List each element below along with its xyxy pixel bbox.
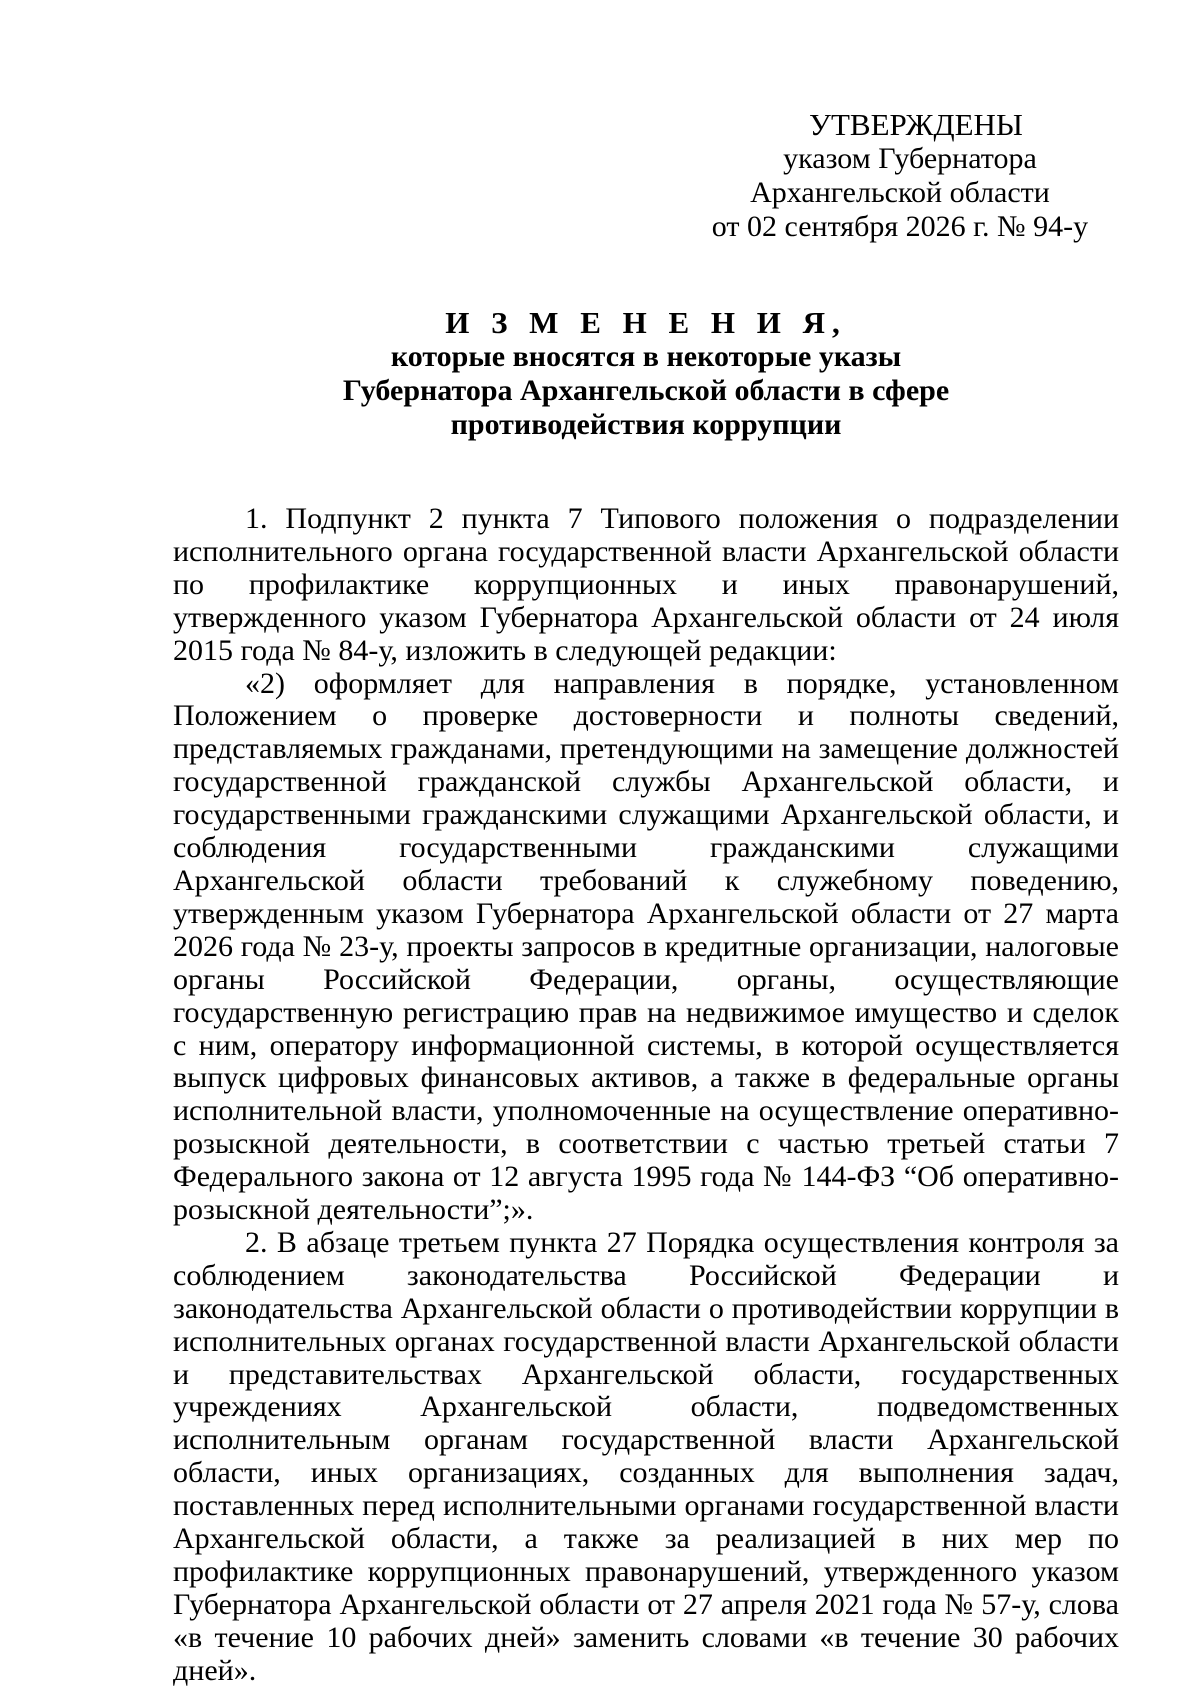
document-body [173,503,1119,1688]
title-line-1: которые вносятся в некоторые указы [390,340,902,373]
paragraph-1: 1. Подпункт 2 пункта 7 Типового положения о подразделении исполнительного органа государственной власти Архангельской области по профилактике коррупционных и иных правонарушений, утвержденного указом Губернатора Архангельской области от 24 июля 2015 года № 84-у, изложить в следующей редакции: [173,502,1119,667]
paragraph-3: 2. В абзаце третьем пункта 27 Порядка осуществления контроля за соблюдением законодательства Российской Федерации и законодательства Архангельской области о противодействии коррупции в исполнительных органах государственной власти Архангельской области и представительствах Архангельской области, государственных учреждениях Архангельской области, подведомственных исполнительным органам государственной власти Архангельской области, иных организациях, созданных для выполнения задач, поставленных перед исполнительными органами государственной власти Архангельской области, а также за реализацией в них мер по профилактике коррупционных правонарушений, утвержденного указом Губернатора Архангельской области от 27 апреля 2021 года № 57-у, слова «в течение 10 рабочих дней» заменить словами «в течение 30 рабочих дней». [173,1225,1119,1687]
title-line-3: противодействия коррупции [450,408,842,441]
title-line-2: Губернатора Архангельской области в сфере [342,374,950,407]
approval-region: Архангельской области [750,176,1050,209]
approval-stamp [700,108,1100,244]
document-title [173,306,1119,442]
paragraph-2: «2) оформляет для направления в порядке, установленном Положением о проверке достоверности и полноты сведений, представляемых гражданами, претендующими на замещение должностей государственной гражданской службы Архангельской области, и государственными гражданскими служащими Архангельской области, и соблюдения государственными гражданскими служащими Архангельской области требований к служебному поведению, утвержденным указом Губернатора Архангельской области от 27 марта 2026 года № 23-у, проекты запросов в кредитные организации, налоговые органы Российской Федерации, органы, осуществляющие государственную регистрацию прав на недвижимое имущество и сделок с ним, оператору информационной системы, в которой осуществляется выпуск цифровых финансовых активов, а также в федеральные органы исполнительной власти, уполномоченные на осуществление оперативно-розыскной деятельности, в соответствии с частью третьей статьи 7 Федерального закона от 12 августа 1995 года № 144-ФЗ “Об оперативно-розыскной деятельности”;». [173,666,1119,1227]
approval-decree-by: указом Губернатора [783,142,1037,175]
title-heading: И З М Е Н Е Н И Я, [445,305,847,340]
approval-date-number: от 02 сентября 2026 г. № 94-у [711,210,1089,243]
approval-approved: УТВЕРЖДЕНЫ [809,107,1023,142]
